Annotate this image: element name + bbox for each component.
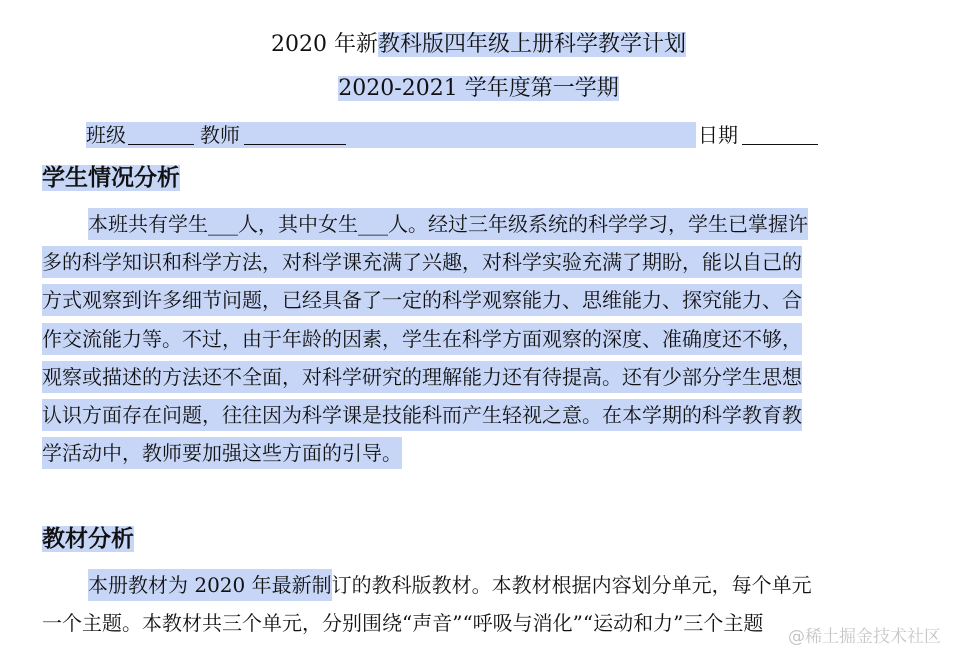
paragraph-line: 本册教材为 2020 年最新制订的教科版教材。本教材根据内容划分单元，每个单元 bbox=[42, 566, 902, 604]
paragraph-line: 本班共有学生___人，其中女生___人。经过三年级系统的科学学习，学生已掌握许 bbox=[42, 205, 902, 243]
date-blank[interactable] bbox=[742, 124, 818, 145]
paragraph-line: 方式观察到许多细节问题，已经具备了一定的科学观察能力、思维能力、探究能力、合 bbox=[42, 281, 902, 319]
date-label: 日期 bbox=[698, 123, 738, 147]
teacher-blank[interactable] bbox=[244, 124, 346, 145]
watermark-text: @稀土掘金技术社区 bbox=[788, 627, 941, 647]
paragraph-line: 多的科学知识和科学方法，对科学课充满了兴趣，对科学实验充满了期盼，能以自己的 bbox=[42, 243, 902, 281]
teacher-label: 教师 bbox=[200, 123, 240, 147]
class-blank[interactable] bbox=[128, 124, 194, 145]
paragraph-line: 学活动中，教师要加强这些方面的引导。 bbox=[42, 434, 902, 472]
paragraph-line: 一个主题。本教材共三个单元，分别围绕“声音”“呼吸与消化”“运动和力”三个主题 bbox=[42, 611, 764, 636]
class-label: 班级 bbox=[86, 123, 126, 147]
section-heading-text: 教材分析 bbox=[42, 526, 134, 552]
meta-row bbox=[86, 120, 826, 150]
title-prefix: 2020 年新 bbox=[271, 32, 378, 57]
section-heading-text: 学生情况分析 bbox=[42, 165, 180, 191]
section-heading-textbook bbox=[42, 521, 134, 557]
students-paragraph bbox=[42, 205, 902, 472]
paragraph-line: 认识方面存在问题，往往因为科学课是技能科而产生轻视之意。在本学期的科学教育教 bbox=[42, 396, 902, 434]
document-title bbox=[0, 28, 957, 62]
document-subtitle bbox=[0, 72, 957, 106]
section-heading-students bbox=[42, 160, 180, 196]
paragraph-line: 观察或描述的方法还不全面，对科学研究的理解能力还有待提高。还有少部分学生思想 bbox=[42, 358, 902, 396]
textbook-paragraph bbox=[42, 566, 902, 642]
paragraph-line: 作交流能力等。不过，由于年龄的因素，学生在科学方面观察的深度、准确度还不够， bbox=[42, 320, 902, 358]
title-main: 教科版四年级上册科学教学计划 bbox=[377, 32, 686, 57]
subtitle-text: 2020-2021 学年度第一学期 bbox=[338, 76, 619, 101]
